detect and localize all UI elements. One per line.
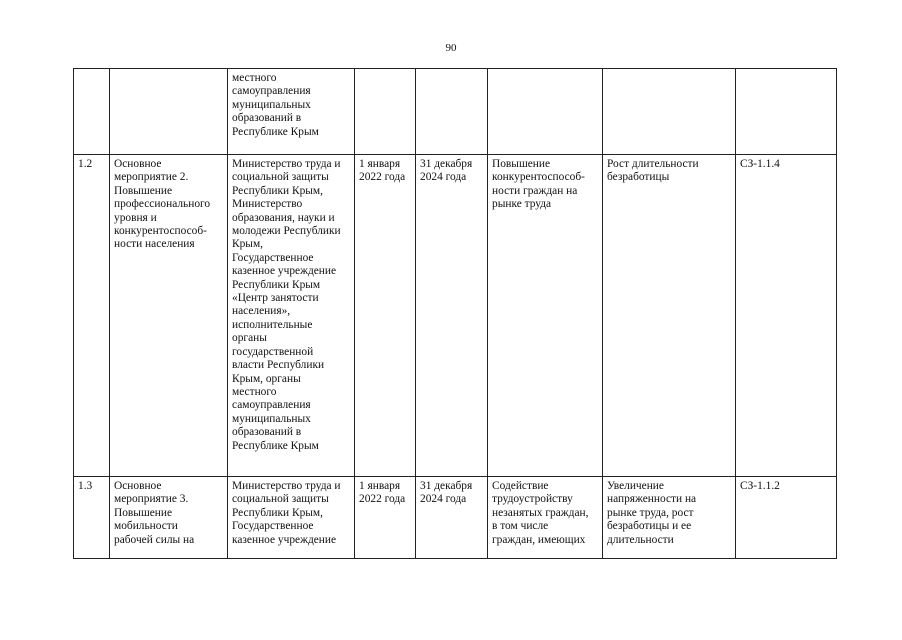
expected-result-cell: Повышение конкурентоспособ- ности граждан на рынке труда bbox=[488, 155, 603, 477]
executor-cell: Министерство труда и социальной защиты Республики Крым, Государственное казенное учреждение bbox=[228, 477, 355, 559]
row-number-cell: 1.3 bbox=[74, 477, 110, 559]
table-row bbox=[74, 477, 837, 559]
expected-result-cell: Содействие трудоустройству незанятых граждан, в том числе граждан, имеющих bbox=[488, 477, 603, 559]
indicator-link-cell bbox=[736, 69, 837, 155]
start-date-cell bbox=[355, 69, 416, 155]
indicator-link-cell: СЗ-1.1.4 bbox=[736, 155, 837, 477]
measures-table bbox=[73, 68, 837, 559]
measure-name-cell: Основное мероприятие 3. Повышение мобильности рабочей силы на bbox=[110, 477, 228, 559]
measure-name-cell: Основное мероприятие 2. Повышение профессионального уровня и конкурентоспособ- ности населения bbox=[110, 155, 228, 477]
table-row bbox=[74, 155, 837, 477]
consequence-cell: Рост длительности безработицы bbox=[603, 155, 736, 477]
indicator-link-cell: СЗ-1.1.2 bbox=[736, 477, 837, 559]
measure-name-cell bbox=[110, 69, 228, 155]
consequence-cell bbox=[603, 69, 736, 155]
end-date-cell bbox=[416, 69, 488, 155]
executor-cell: Министерство труда и социальной защиты Республики Крым, Министерство образования, науки и молодежи Республики Крым, Государственное казенное учреждение Республики Крым «Центр занятости населения», исполнительные органы государственной власти Республики Крым, органы местного самоуправления муниципальных образований в Республике Крым bbox=[228, 155, 355, 477]
row-number-cell: 1.2 bbox=[74, 155, 110, 477]
start-date-cell: 1 января 2022 года bbox=[355, 477, 416, 559]
start-date-cell: 1 января 2022 года bbox=[355, 155, 416, 477]
table-row bbox=[74, 69, 837, 155]
executor-cell: местного самоуправления муниципальных образований в Республике Крым bbox=[228, 69, 355, 155]
page-number: 90 bbox=[445, 42, 457, 54]
consequence-cell: Увеличение напряженности на рынке труда, рост безработицы и ее длительности bbox=[603, 477, 736, 559]
end-date-cell: 31 декабря 2024 года bbox=[416, 477, 488, 559]
expected-result-cell bbox=[488, 69, 603, 155]
row-number-cell bbox=[74, 69, 110, 155]
end-date-cell: 31 декабря 2024 года bbox=[416, 155, 488, 477]
